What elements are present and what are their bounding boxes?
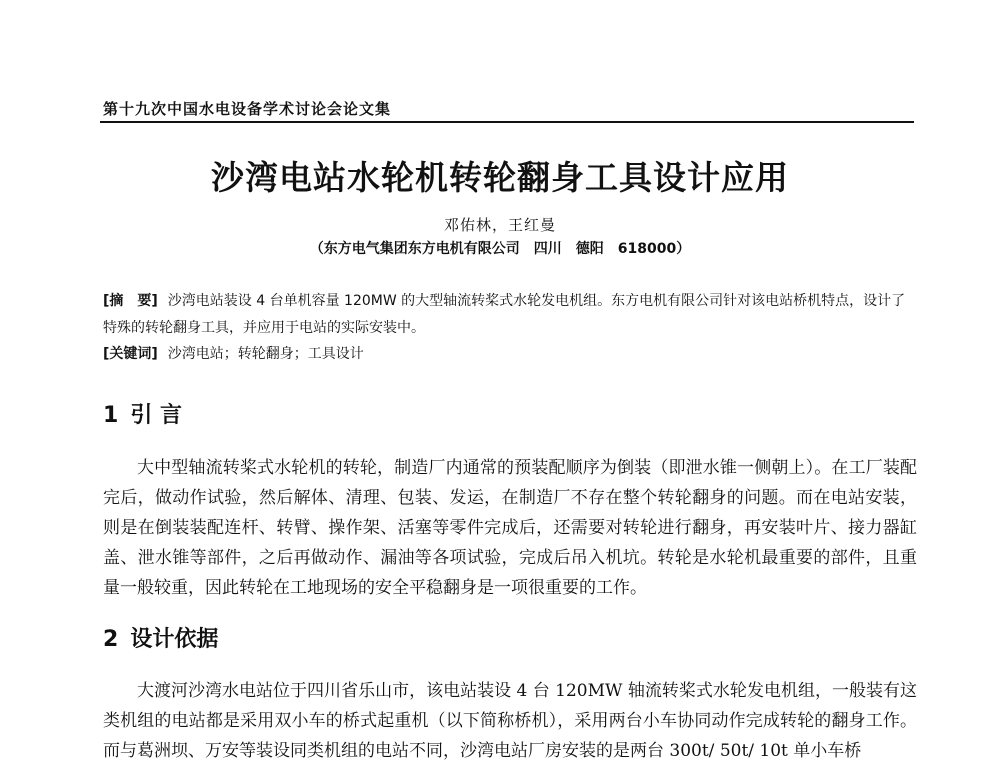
section-2-title: 设计依据	[130, 627, 219, 652]
keywords-label: [关键词]	[103, 346, 158, 362]
paper-affiliation: （东方电气集团东方电机有限公司 四川 德阳 618000）	[309, 241, 691, 257]
section-1-title: 引 言	[130, 403, 182, 428]
section-1-paragraph: 大中型轴流转桨式水轮机的转轮，制造厂内通常的预装配顺序为倒装（即泄水锥一侧朝上）。在工厂装配完后，做动作试验，然后解体、清理、包装、发运，在制造厂不存在整个转轮翻身的问题。而在电站安装，则是在倒装装配连杆、转臂、操作架、活塞等零件完成后，还需要对转轮进行翻身，再安装叶片、接力器缸盖、泄水锥等部件，之后再做动作、漏油等各项试验，完成后吊入机坑。转轮是水轮机最重要的部件，且重量一般较重，因此转轮在工地现场的安全平稳翻身是一项很重要的工作。	[103, 458, 917, 598]
abstract-label: [摘 要]	[103, 293, 158, 309]
paper-title: 沙湾电站水轮机转轮翻身工具设计应用	[211, 158, 789, 197]
keywords-text: 沙湾电站；转轮翻身；工具设计	[167, 346, 364, 362]
header-rule	[100, 121, 914, 123]
abstract-text: 沙湾电站装设 4 台单机容量 120MW 的大型轴流转桨式水轮发电机组。东方电机有限公司针对该电站桥机特点，设计了特殊的转轮翻身工具，并应用于电站的实际安装中。	[103, 293, 906, 336]
section-2-paragraph: 大渡河沙湾水电站位于四川省乐山市，该电站装设 4 台 120MW 轴流转桨式水轮发电机组，一般装有这类机组的电站都是采用双小车的桥式起重机（以下简称桥机），采用两台小车协同动作完成转轮的翻身工作。而与葛洲坝、万安等装设同类机组的电站不同，沙湾电站厂房安装的是两台 300t/ 50t/ 10t 单小车桥	[103, 681, 917, 761]
paper-authors: 邓佑林，王红曼	[443, 216, 556, 234]
section-1-number: 1	[103, 403, 119, 428]
section-2-number: 2	[103, 627, 119, 652]
running-header: 第十九次中国水电设备学术讨论会论文集	[103, 100, 392, 118]
section-1-heading	[103, 398, 182, 429]
keywords	[103, 342, 917, 366]
abstract	[103, 288, 917, 342]
section-2-heading	[103, 622, 218, 653]
